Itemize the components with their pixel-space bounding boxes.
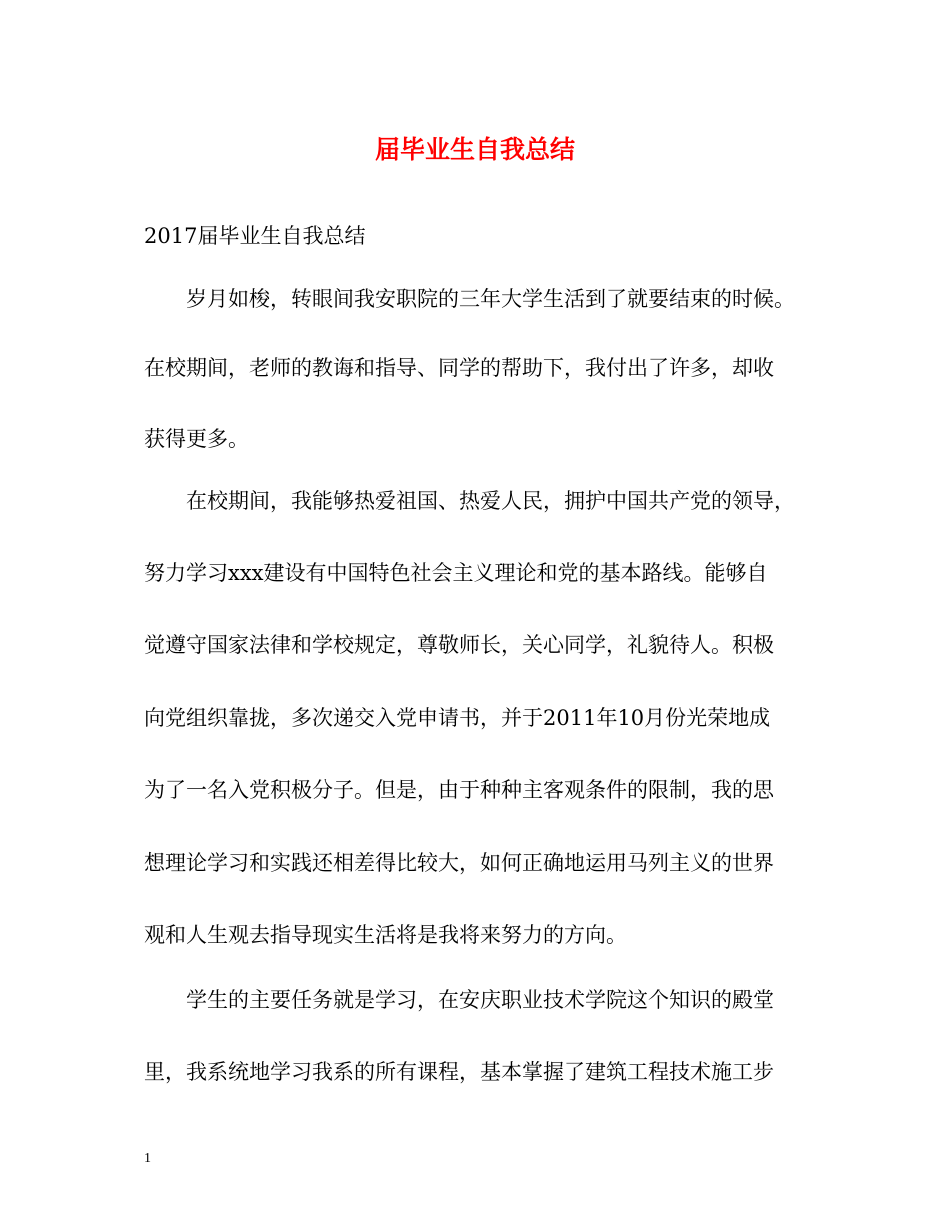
paragraph-line: 获得更多。 (144, 427, 249, 451)
paragraph-line: 努力学习xxx建设有中国特色社会主义理论和党的基本路线。能够自 (144, 561, 768, 585)
page-number: 1 (144, 1151, 151, 1166)
paragraph-line: 在校期间，老师的教诲和指导、同学的帮助下，我付出了许多，却收 (144, 356, 774, 380)
paragraph-line: 学生的主要任务就是学习，在安庆职业技术学院这个知识的殿堂 (186, 988, 774, 1012)
paragraph-line: 想理论学习和实践还相差得比较大，如何正确地运用马列主义的世界 (144, 851, 774, 875)
paragraph-line: 向党组织靠拢，多次递交入党申请书，并于2011年10月份光荣地成 (144, 706, 771, 730)
paragraph-line: 为了一名入党积极分子。但是，由于种种主客观条件的限制，我的思 (144, 778, 774, 802)
paragraph-line: 里，我系统地学习我系的所有课程，基本掌握了建筑工程技术施工步 (144, 1060, 774, 1084)
paragraph-line: 在校期间，我能够热爱祖国、热爱人民，拥护中国共产党的领导， (186, 489, 795, 513)
document-title: 届毕业生自我总结 (374, 135, 575, 164)
paragraph-line: 岁月如梭，转眼间我安职院的三年大学生活到了就要结束的时候。 (186, 287, 795, 311)
document-subtitle: 2017届毕业生自我总结 (144, 224, 366, 248)
paragraph-line: 觉遵守国家法律和学校规定，尊敬师长，关心同学，礼貌待人。积极 (144, 633, 774, 657)
paragraph-line: 观和人生观去指导现实生活将是我将来努力的方向。 (144, 923, 627, 947)
